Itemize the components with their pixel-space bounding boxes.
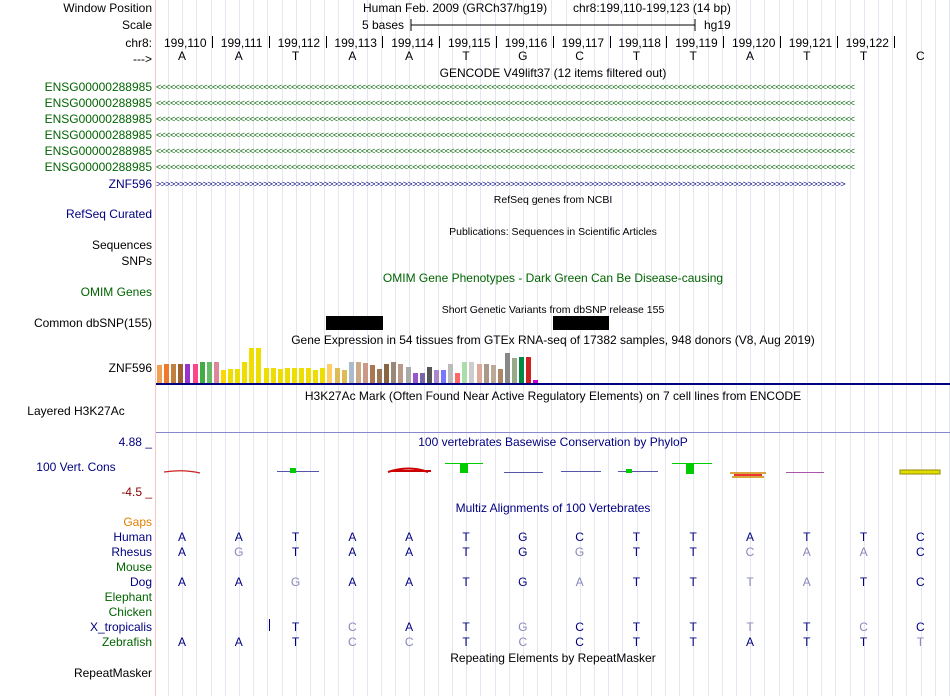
gtex-tissue-bar[interactable]: [278, 369, 283, 384]
gtex-tissue-bar[interactable]: [178, 364, 183, 384]
ruler-tick: [326, 36, 327, 48]
phylop-conservation-plot[interactable]: [156, 455, 950, 490]
alignment-base: T: [291, 545, 300, 559]
gtex-tissue-bar[interactable]: [526, 357, 531, 384]
ruler-tick: [610, 36, 611, 48]
ruler-tick: [212, 36, 213, 48]
gtex-tissue-bar[interactable]: [356, 362, 361, 384]
alignment-base: T: [462, 575, 470, 589]
database-name: hg19: [704, 18, 731, 32]
gtex-tissue-bar[interactable]: [185, 364, 190, 384]
alignment-base: C: [859, 620, 868, 634]
gencode-transcript[interactable]: <<<<<<<<<<<<<<<<<<<<<<<<<<<<<<<<<<<<<<<<<<<<<<<<<<<<<<<<<<<<<<<<<<<<<<<<<<<<<<<<<<<<<<<<<<<<<<<<<<<<<<<<<<<<<<<<<<<<<<<<<<<<<<<<<<<<<<<<<<<<<<<<<<<<<<: [156, 98, 855, 108]
alignment-base: C: [518, 635, 528, 649]
gtex-tissue-bar[interactable]: [335, 368, 340, 384]
ruler-position-label: 199,110: [164, 36, 207, 50]
alignment-base: T: [462, 635, 470, 649]
alignment-base: A: [745, 530, 754, 544]
phylop-wiggle: [164, 463, 940, 477]
znf596-gene-label[interactable]: ZNF596: [108, 177, 152, 191]
alignment-base: A: [405, 575, 414, 589]
sequence-base: C: [916, 49, 925, 63]
alignment-base: C: [348, 635, 357, 649]
alignment-base: G: [518, 530, 528, 544]
alignment-base: T: [632, 530, 641, 544]
gencode-item-label[interactable]: ENSG00000288985: [44, 96, 152, 110]
scale-text: 5 bases: [362, 18, 405, 32]
ruler-position-label: 199,122: [845, 36, 889, 50]
gtex-expression-chart[interactable]: [156, 348, 950, 384]
alignment-base: G: [518, 545, 528, 559]
gencode-transcript[interactable]: <<<<<<<<<<<<<<<<<<<<<<<<<<<<<<<<<<<<<<<<<<<<<<<<<<<<<<<<<<<<<<<<<<<<<<<<<<<<<<<<<<<<<<<<<<<<<<<<<<<<<<<<<<<<<<<<<<<<<<<<<<<<<<<<<<<<<<<<<<<<<<<<<<<<<<: [156, 114, 855, 124]
gencode-track-title[interactable]: GENCODE V49lift37 (12 items filtered out): [439, 66, 667, 80]
alignment-base: A: [745, 635, 754, 649]
ruler-position-label: 199,119: [675, 36, 718, 50]
gtex-tissue-bar[interactable]: [327, 364, 332, 384]
alignment-base: T: [632, 575, 641, 589]
ruler-position-label: 199,120: [732, 36, 776, 50]
gtex-znf596-label[interactable]: ZNF596: [108, 361, 152, 375]
phylop-track-title[interactable]: 100 vertebrates Basewise Conservation by PhyloP: [418, 435, 688, 449]
alignment-base: T: [291, 620, 300, 634]
strand-label[interactable]: --->: [133, 52, 152, 66]
alignment-base: A: [234, 575, 243, 589]
publications-track-title[interactable]: Publications: Sequences in Scientific Articles: [449, 226, 657, 238]
phylop-baseline: [156, 432, 950, 433]
alignment-base: G: [234, 545, 244, 559]
alignment-base: A: [348, 530, 357, 544]
alignment-base: T: [462, 620, 470, 634]
ruler-tick: [666, 36, 667, 48]
gencode-transcript[interactable]: <<<<<<<<<<<<<<<<<<<<<<<<<<<<<<<<<<<<<<<<<<<<<<<<<<<<<<<<<<<<<<<<<<<<<<<<<<<<<<<<<<<<<<<<<<<<<<<<<<<<<<<<<<<<<<<<<<<<<<<<<<<<<<<<<<<<<<<<<<<<<<<<<<<<<<: [156, 162, 855, 172]
track-label-column: [0, 0, 156, 696]
alignment-base: A: [177, 530, 186, 544]
gencode-item-label[interactable]: ENSG00000288985: [44, 112, 152, 126]
gtex-tissue-bar[interactable]: [306, 368, 311, 384]
multiz-track-title[interactable]: Multiz Alignments of 100 Vertebrates: [455, 501, 651, 515]
alignment-base: C: [575, 620, 584, 634]
omim-genes-label[interactable]: OMIM Genes: [80, 285, 152, 299]
species-label[interactable]: Elephant: [104, 590, 152, 604]
gtex-tissue-bar[interactable]: [498, 369, 503, 384]
gtex-tissue-bar[interactable]: [462, 362, 467, 384]
gtex-tissue-bar[interactable]: [349, 362, 354, 384]
gtex-tissue-bar[interactable]: [406, 367, 411, 384]
alignment-base: C: [916, 545, 925, 559]
gtex-tissue-bar[interactable]: [391, 362, 396, 384]
gtex-tissue-bar[interactable]: [512, 358, 517, 384]
gtex-tissue-bar[interactable]: [157, 365, 162, 384]
ruler-tick: [894, 36, 895, 48]
species-label[interactable]: Zebrafish: [101, 635, 152, 649]
sequences-label[interactable]: Sequences: [91, 238, 152, 252]
gencode-transcript[interactable]: <<<<<<<<<<<<<<<<<<<<<<<<<<<<<<<<<<<<<<<<<<<<<<<<<<<<<<<<<<<<<<<<<<<<<<<<<<<<<<<<<<<<<<<<<<<<<<<<<<<<<<<<<<<<<<<<<<<<<<<<<<<<<<<<<<<<<<<<<<<<<<<<<<<<<<: [156, 146, 855, 156]
sequence-base: G: [518, 49, 528, 63]
gencode-transcript[interactable]: <<<<<<<<<<<<<<<<<<<<<<<<<<<<<<<<<<<<<<<<<<<<<<<<<<<<<<<<<<<<<<<<<<<<<<<<<<<<<<<<<<<<<<<<<<<<<<<<<<<<<<<<<<<<<<<<<<<<<<<<<<<<<<<<<<<<<<<<<<<<<<<<<<<<<<: [156, 82, 855, 92]
gtex-tissue-bar[interactable]: [519, 357, 524, 384]
sequence-base: A: [745, 49, 754, 63]
layered-h3k27ac-label[interactable]: Layered H3K27Ac: [27, 404, 125, 418]
alignment-base: T: [291, 635, 300, 649]
alignment-base: G: [574, 545, 585, 559]
alignment-base: A: [348, 575, 357, 589]
sequence-base: T: [632, 49, 641, 63]
gtex-tissue-bar[interactable]: [171, 364, 176, 384]
gtex-tissue-bar[interactable]: [342, 370, 347, 384]
alignment-base: T: [803, 635, 811, 649]
ruler-position-label: 199,115: [448, 36, 491, 50]
repeatmasker-track-title[interactable]: Repeating Elements by RepeatMasker: [450, 651, 656, 665]
sequence-base: T: [689, 49, 697, 63]
snps-label[interactable]: SNPs: [121, 254, 152, 268]
alignment-base: T: [689, 620, 697, 634]
alignment-base: T: [859, 635, 868, 649]
gtex-tissue-bar[interactable]: [434, 370, 439, 384]
alignment-base: T: [746, 575, 754, 589]
ruler-tick: [496, 36, 497, 48]
species-label[interactable]: Chicken: [108, 605, 152, 619]
alignment-base: C: [348, 620, 357, 634]
track-image[interactable]: [156, 0, 950, 696]
alignment-base: A: [575, 575, 584, 589]
phylop-max-label: 4.88 _: [118, 435, 152, 449]
alignment-base: C: [916, 575, 925, 589]
h3k27ac-track-title[interactable]: H3K27Ac Mark (Often Found Near Active Regulatory Elements) on 7 cell lines from ENCODE: [304, 389, 802, 403]
gtex-track-title[interactable]: Gene Expression in 54 tissues from GTEx RNA-seq of 17382 samples, 948 donors (V8, Aug 2019): [291, 333, 815, 347]
alignment-base: A: [802, 575, 811, 589]
ruler-tick: [723, 36, 724, 48]
alignment-base: C: [916, 530, 925, 544]
gtex-tissue-bar[interactable]: [264, 368, 269, 384]
window-position-label: Window Position: [63, 1, 152, 15]
gtex-tissue-bar[interactable]: [256, 348, 261, 384]
gtex-tissue-bar[interactable]: [228, 369, 233, 384]
gencode-item-label[interactable]: ENSG00000288985: [44, 80, 152, 94]
gtex-tissue-bar[interactable]: [164, 364, 169, 384]
alignment-base: T: [689, 530, 697, 544]
ruler-tick: [837, 36, 838, 48]
alignment-base: T: [746, 620, 754, 634]
sequence-base: A: [405, 49, 414, 63]
gtex-tissue-bar[interactable]: [235, 369, 240, 384]
chromosome-label: chr8:: [125, 36, 152, 50]
species-label[interactable]: Human: [113, 530, 152, 544]
alignment-base: G: [290, 575, 301, 589]
alignment-base: T: [859, 530, 868, 544]
sequence-base: A: [348, 49, 357, 63]
alignment-base: A: [859, 545, 868, 559]
ruler-tick: [382, 36, 383, 48]
gtex-tissue-bar[interactable]: [249, 348, 254, 384]
sequence-base: T: [291, 49, 300, 63]
alignment-base: A: [405, 545, 414, 559]
ruler-position-label: 199,114: [391, 36, 434, 50]
gtex-tissue-bar[interactable]: [441, 370, 446, 384]
sequence-base: T: [462, 49, 470, 63]
gtex-tissue-bar[interactable]: [292, 368, 297, 384]
gtex-tissue-bar[interactable]: [427, 367, 432, 384]
gtex-tissue-bar[interactable]: [398, 364, 403, 384]
gencode-item-label[interactable]: ENSG00000288985: [44, 128, 152, 142]
alignment-base: T: [632, 620, 641, 634]
species-label[interactable]: Rhesus: [111, 545, 152, 559]
gtex-tissue-bar[interactable]: [484, 364, 489, 384]
alignment-base: T: [916, 635, 925, 649]
ruler-position-label: 199,121: [788, 36, 833, 50]
gtex-tissue-bar[interactable]: [242, 362, 247, 384]
sequence-base: A: [234, 49, 243, 63]
sequence-base: C: [575, 49, 584, 63]
alignment-base: A: [405, 530, 414, 544]
alignment-base: T: [632, 635, 641, 649]
ruler-position-label: 199,111: [220, 36, 263, 50]
dbsnp-variant[interactable]: [326, 316, 383, 330]
alignment-base: A: [405, 620, 414, 634]
gtex-tissue-bar[interactable]: [285, 368, 290, 384]
alignment-base: A: [177, 545, 186, 559]
ruler-tick: [553, 36, 554, 48]
gtex-tissue-bar[interactable]: [477, 364, 482, 384]
phylop-min-label: -4.5 _: [121, 485, 152, 499]
gtex-tissue-bar[interactable]: [448, 364, 453, 384]
alignment-base: G: [518, 575, 528, 589]
gtex-tissue-bar[interactable]: [200, 362, 205, 384]
gtex-tissue-bar[interactable]: [363, 363, 368, 384]
assembly-name: Human Feb. 2009 (GRCh37/hg19): [363, 1, 548, 15]
gencode-item-label[interactable]: ENSG00000288985: [44, 160, 152, 174]
omim-track-title[interactable]: OMIM Gene Phenotypes - Dark Green Can Be Disease-causing: [382, 271, 724, 285]
refseq-track-title[interactable]: RefSeq genes from NCBI: [493, 194, 613, 206]
window-coordinates: chr8:199,110-199,123 (14 bp): [573, 1, 731, 15]
alignment-base: T: [632, 545, 641, 559]
gtex-tissue-bar[interactable]: [320, 368, 325, 384]
alignment-base: T: [859, 575, 868, 589]
sequence-base: T: [803, 49, 811, 63]
gtex-tissue-bar[interactable]: [271, 368, 276, 384]
gtex-gene-line: [156, 383, 950, 385]
ruler-position-label: 199,117: [561, 36, 605, 50]
repeatmasker-label[interactable]: RepeatMasker: [73, 666, 152, 680]
refseq-curated-label[interactable]: RefSeq Curated: [65, 207, 152, 221]
scale-label: Scale: [121, 18, 152, 32]
znf596-gene-model[interactable]: >>>>>>>>>>>>>>>>>>>>>>>>>>>>>>>>>>>>>>>>>>>>>>>>>>>>>>>>>>>>>>>>>>>>>>>>>>>>>>>>>>>>>>>>>>>>>>>>>>>>>>>>>>>>>>>>>>>>>>>>>>>>>>>>>>>>>>>>>>>>>>>>>>>>: [156, 179, 846, 189]
ruler-position-label: 199,118: [618, 36, 661, 50]
sequence-base: A: [177, 49, 186, 63]
gencode-transcript[interactable]: <<<<<<<<<<<<<<<<<<<<<<<<<<<<<<<<<<<<<<<<<<<<<<<<<<<<<<<<<<<<<<<<<<<<<<<<<<<<<<<<<<<<<<<<<<<<<<<<<<<<<<<<<<<<<<<<<<<<<<<<<<<<<<<<<<<<<<<<<<<<<<<<<<<<<<: [156, 130, 855, 140]
alignment-base: C: [575, 635, 584, 649]
gtex-tissue-bar[interactable]: [377, 369, 382, 384]
gtex-tissue-bar[interactable]: [384, 364, 389, 384]
alignment-base: A: [802, 545, 811, 559]
gtex-tissue-bar[interactable]: [299, 368, 304, 384]
gtex-tissue-bar[interactable]: [313, 370, 318, 384]
sequence-base: T: [859, 49, 868, 63]
ruler-position-label: 199,116: [504, 36, 548, 50]
alignment-base: T: [689, 545, 697, 559]
gtex-tissue-bar[interactable]: [505, 353, 510, 384]
alignment-base: C: [916, 620, 925, 634]
alignment-base: G: [518, 620, 528, 634]
gtex-tissue-bar[interactable]: [221, 370, 226, 384]
species-label[interactable]: Mouse: [115, 560, 152, 574]
alignment-base: T: [291, 530, 300, 544]
alignment-base: C: [575, 530, 584, 544]
alignment-base: T: [803, 530, 811, 544]
common-dbsnp-label[interactable]: Common dbSNP(155): [33, 316, 152, 330]
gaps-label: Gaps: [123, 515, 152, 529]
gtex-tissue-bar[interactable]: [370, 365, 375, 384]
gtex-tissue-bar[interactable]: [214, 362, 219, 384]
gtex-tissue-bar[interactable]: [207, 362, 212, 384]
alignment-base: A: [177, 575, 186, 589]
alignment-base: T: [803, 620, 811, 634]
dbsnp-variant[interactable]: [553, 316, 609, 330]
ruler-position-label: 199,112: [277, 36, 321, 50]
alignment-base: A: [177, 635, 186, 649]
species-label[interactable]: X_tropicalis: [89, 620, 152, 634]
vert-cons-label[interactable]: 100 Vert. Cons: [36, 460, 116, 474]
species-label[interactable]: Dog: [129, 575, 152, 589]
alignment-base: C: [404, 635, 414, 649]
alignment-base: T: [462, 545, 470, 559]
scale-bar: [410, 17, 696, 33]
alignment-base: T: [462, 530, 470, 544]
ruler-tick: [269, 36, 270, 48]
dbsnp-track-title[interactable]: Short Genetic Variants from dbSNP release 155: [441, 304, 665, 316]
ruler-tick: [780, 36, 781, 48]
alignment-insertion-marker: [269, 619, 270, 631]
gtex-tissue-bar[interactable]: [469, 362, 474, 384]
gencode-item-label[interactable]: ENSG00000288985: [44, 144, 152, 158]
gtex-tissue-bar[interactable]: [193, 364, 198, 384]
alignment-base: T: [689, 575, 697, 589]
alignment-base: C: [745, 545, 755, 559]
ruler-tick: [439, 36, 440, 48]
ruler-position-label: 199,113: [334, 36, 377, 50]
alignment-base: A: [348, 545, 357, 559]
gtex-tissue-bar[interactable]: [491, 365, 496, 384]
alignment-base: A: [234, 635, 243, 649]
alignment-base: T: [689, 635, 697, 649]
alignment-base: A: [234, 530, 243, 544]
